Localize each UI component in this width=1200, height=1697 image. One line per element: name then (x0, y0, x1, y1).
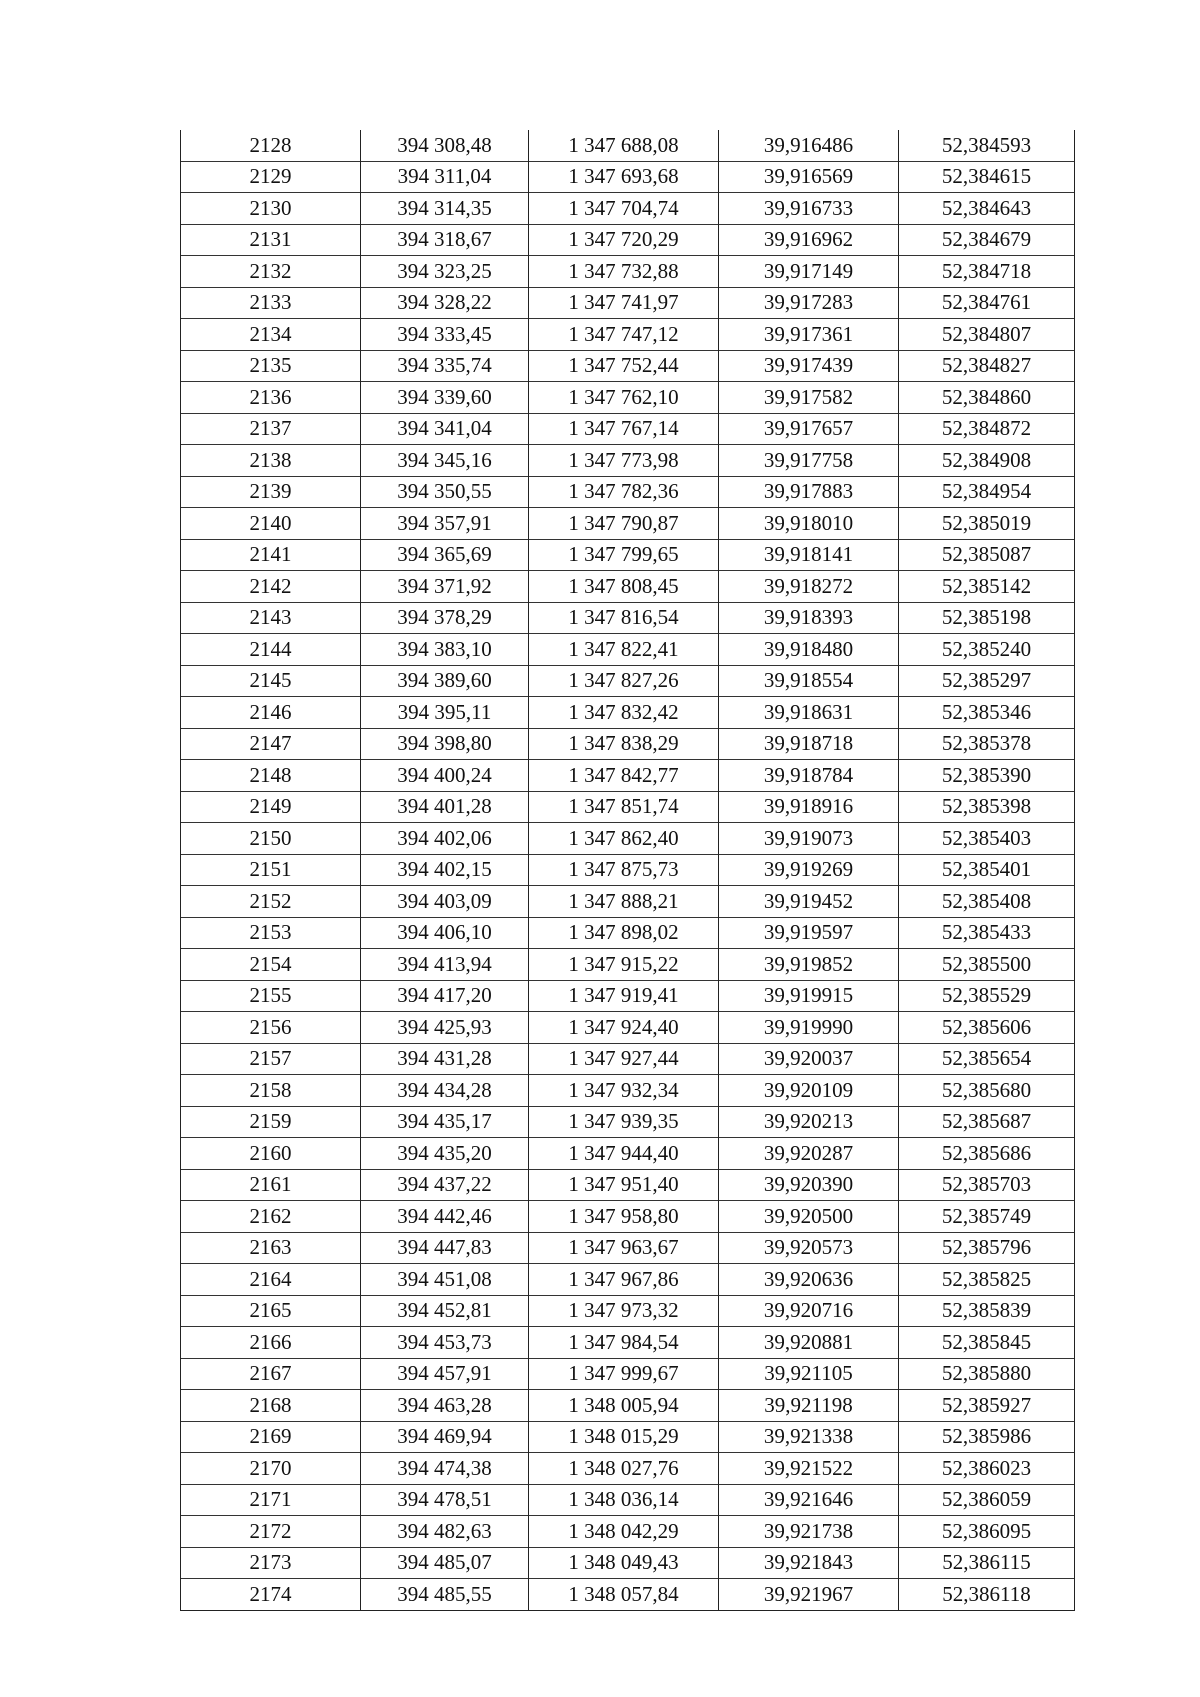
y-coordinate-cell: 1 347 827,26 (529, 665, 719, 697)
latitude-cell: 52,385390 (899, 760, 1075, 792)
point-number-cell: 2159 (181, 1106, 361, 1138)
point-number-cell: 2156 (181, 1012, 361, 1044)
y-coordinate-cell: 1 347 773,98 (529, 445, 719, 477)
latitude-cell: 52,385297 (899, 665, 1075, 697)
y-coordinate-cell: 1 347 927,44 (529, 1043, 719, 1075)
point-number-cell: 2166 (181, 1327, 361, 1359)
x-coordinate-cell: 394 403,09 (361, 886, 529, 918)
longitude-cell: 39,918718 (719, 728, 899, 760)
x-coordinate-cell: 394 469,94 (361, 1421, 529, 1453)
table-row (181, 1421, 1075, 1453)
longitude-cell: 39,918916 (719, 791, 899, 823)
x-coordinate-cell: 394 425,93 (361, 1012, 529, 1044)
table-row (181, 319, 1075, 351)
y-coordinate-cell: 1 347 973,32 (529, 1295, 719, 1327)
x-coordinate-cell: 394 451,08 (361, 1264, 529, 1296)
longitude-cell: 39,916733 (719, 193, 899, 225)
longitude-cell: 39,917149 (719, 256, 899, 288)
table-row (181, 193, 1075, 225)
longitude-cell: 39,918272 (719, 571, 899, 603)
x-coordinate-cell: 394 485,55 (361, 1579, 529, 1611)
x-coordinate-cell: 394 357,91 (361, 508, 529, 540)
y-coordinate-cell: 1 348 049,43 (529, 1547, 719, 1579)
longitude-cell: 39,920213 (719, 1106, 899, 1138)
x-coordinate-cell: 394 474,38 (361, 1453, 529, 1485)
x-coordinate-cell: 394 478,51 (361, 1484, 529, 1516)
point-number-cell: 2135 (181, 350, 361, 382)
table-row (181, 949, 1075, 981)
y-coordinate-cell: 1 347 842,77 (529, 760, 719, 792)
x-coordinate-cell: 394 401,28 (361, 791, 529, 823)
table-row (181, 1138, 1075, 1170)
y-coordinate-cell: 1 347 944,40 (529, 1138, 719, 1170)
latitude-cell: 52,385403 (899, 823, 1075, 855)
point-number-cell: 2174 (181, 1579, 361, 1611)
latitude-cell: 52,385796 (899, 1232, 1075, 1264)
latitude-cell: 52,385398 (899, 791, 1075, 823)
x-coordinate-cell: 394 434,28 (361, 1075, 529, 1107)
latitude-cell: 52,386118 (899, 1579, 1075, 1611)
longitude-cell: 39,920636 (719, 1264, 899, 1296)
table-row (181, 445, 1075, 477)
longitude-cell: 39,920287 (719, 1138, 899, 1170)
table-row (181, 476, 1075, 508)
longitude-cell: 39,919990 (719, 1012, 899, 1044)
point-number-cell: 2129 (181, 161, 361, 193)
x-coordinate-cell: 394 406,10 (361, 917, 529, 949)
x-coordinate-cell: 394 398,80 (361, 728, 529, 760)
y-coordinate-cell: 1 347 932,34 (529, 1075, 719, 1107)
longitude-cell: 39,918784 (719, 760, 899, 792)
point-number-cell: 2142 (181, 571, 361, 603)
longitude-cell: 39,919452 (719, 886, 899, 918)
x-coordinate-cell: 394 378,29 (361, 602, 529, 634)
latitude-cell: 52,385240 (899, 634, 1075, 666)
point-number-cell: 2149 (181, 791, 361, 823)
x-coordinate-cell: 394 485,07 (361, 1547, 529, 1579)
longitude-cell: 39,917361 (719, 319, 899, 351)
point-number-cell: 2164 (181, 1264, 361, 1296)
point-number-cell: 2160 (181, 1138, 361, 1170)
y-coordinate-cell: 1 347 898,02 (529, 917, 719, 949)
longitude-cell: 39,918480 (719, 634, 899, 666)
latitude-cell: 52,385680 (899, 1075, 1075, 1107)
table-row (181, 256, 1075, 288)
point-number-cell: 2168 (181, 1390, 361, 1422)
y-coordinate-cell: 1 347 851,74 (529, 791, 719, 823)
latitude-cell: 52,385087 (899, 539, 1075, 571)
point-number-cell: 2128 (181, 130, 361, 161)
table-row (181, 1547, 1075, 1579)
latitude-cell: 52,385825 (899, 1264, 1075, 1296)
x-coordinate-cell: 394 328,22 (361, 287, 529, 319)
longitude-cell: 39,919852 (719, 949, 899, 981)
longitude-cell: 39,919269 (719, 854, 899, 886)
y-coordinate-cell: 1 347 915,22 (529, 949, 719, 981)
point-number-cell: 2132 (181, 256, 361, 288)
x-coordinate-cell: 394 452,81 (361, 1295, 529, 1327)
longitude-cell: 39,920109 (719, 1075, 899, 1107)
longitude-cell: 39,917439 (719, 350, 899, 382)
point-number-cell: 2150 (181, 823, 361, 855)
longitude-cell: 39,920881 (719, 1327, 899, 1359)
longitude-cell: 39,917657 (719, 413, 899, 445)
y-coordinate-cell: 1 347 693,68 (529, 161, 719, 193)
latitude-cell: 52,384872 (899, 413, 1075, 445)
x-coordinate-cell: 394 402,06 (361, 823, 529, 855)
y-coordinate-cell: 1 347 984,54 (529, 1327, 719, 1359)
x-coordinate-cell: 394 435,17 (361, 1106, 529, 1138)
latitude-cell: 52,385927 (899, 1390, 1075, 1422)
y-coordinate-cell: 1 348 027,76 (529, 1453, 719, 1485)
table-row (181, 760, 1075, 792)
latitude-cell: 52,384615 (899, 161, 1075, 193)
point-number-cell: 2137 (181, 413, 361, 445)
point-number-cell: 2147 (181, 728, 361, 760)
y-coordinate-cell: 1 347 808,45 (529, 571, 719, 603)
latitude-cell: 52,385687 (899, 1106, 1075, 1138)
table-row (181, 1264, 1075, 1296)
longitude-cell: 39,916962 (719, 224, 899, 256)
longitude-cell: 39,917283 (719, 287, 899, 319)
longitude-cell: 39,918141 (719, 539, 899, 571)
longitude-cell: 39,921522 (719, 1453, 899, 1485)
x-coordinate-cell: 394 318,67 (361, 224, 529, 256)
point-number-cell: 2152 (181, 886, 361, 918)
table-row (181, 350, 1075, 382)
latitude-cell: 52,385142 (899, 571, 1075, 603)
latitude-cell: 52,385019 (899, 508, 1075, 540)
y-coordinate-cell: 1 347 688,08 (529, 130, 719, 161)
table-row (181, 1201, 1075, 1233)
table-row (181, 980, 1075, 1012)
y-coordinate-cell: 1 348 036,14 (529, 1484, 719, 1516)
x-coordinate-cell: 394 413,94 (361, 949, 529, 981)
y-coordinate-cell: 1 347 958,80 (529, 1201, 719, 1233)
latitude-cell: 52,385198 (899, 602, 1075, 634)
x-coordinate-cell: 394 400,24 (361, 760, 529, 792)
longitude-cell: 39,920716 (719, 1295, 899, 1327)
table-row (181, 791, 1075, 823)
latitude-cell: 52,384593 (899, 130, 1075, 161)
point-number-cell: 2165 (181, 1295, 361, 1327)
x-coordinate-cell: 394 442,46 (361, 1201, 529, 1233)
table-row (181, 1169, 1075, 1201)
latitude-cell: 52,384807 (899, 319, 1075, 351)
y-coordinate-cell: 1 347 888,21 (529, 886, 719, 918)
point-number-cell: 2163 (181, 1232, 361, 1264)
table-row (181, 854, 1075, 886)
table-row (181, 917, 1075, 949)
x-coordinate-cell: 394 463,28 (361, 1390, 529, 1422)
table-row (181, 665, 1075, 697)
point-number-cell: 2148 (181, 760, 361, 792)
latitude-cell: 52,385686 (899, 1138, 1075, 1170)
latitude-cell: 52,385378 (899, 728, 1075, 760)
latitude-cell: 52,384860 (899, 382, 1075, 414)
table-row (181, 1106, 1075, 1138)
y-coordinate-cell: 1 347 767,14 (529, 413, 719, 445)
x-coordinate-cell: 394 435,20 (361, 1138, 529, 1170)
y-coordinate-cell: 1 347 999,67 (529, 1358, 719, 1390)
table-row (181, 823, 1075, 855)
y-coordinate-cell: 1 347 919,41 (529, 980, 719, 1012)
table-row (181, 287, 1075, 319)
table-row (181, 1358, 1075, 1390)
point-number-cell: 2171 (181, 1484, 361, 1516)
x-coordinate-cell: 394 457,91 (361, 1358, 529, 1390)
table-row (181, 634, 1075, 666)
y-coordinate-cell: 1 347 924,40 (529, 1012, 719, 1044)
latitude-cell: 52,384643 (899, 193, 1075, 225)
latitude-cell: 52,385703 (899, 1169, 1075, 1201)
point-number-cell: 2173 (181, 1547, 361, 1579)
table-row (181, 382, 1075, 414)
x-coordinate-cell: 394 314,35 (361, 193, 529, 225)
latitude-cell: 52,384679 (899, 224, 1075, 256)
x-coordinate-cell: 394 308,48 (361, 130, 529, 161)
longitude-cell: 39,921646 (719, 1484, 899, 1516)
point-number-cell: 2170 (181, 1453, 361, 1485)
x-coordinate-cell: 394 417,20 (361, 980, 529, 1012)
longitude-cell: 39,921967 (719, 1579, 899, 1611)
longitude-cell: 39,921843 (719, 1547, 899, 1579)
longitude-cell: 39,919915 (719, 980, 899, 1012)
y-coordinate-cell: 1 347 875,73 (529, 854, 719, 886)
y-coordinate-cell: 1 347 939,35 (529, 1106, 719, 1138)
y-coordinate-cell: 1 347 963,67 (529, 1232, 719, 1264)
point-number-cell: 2133 (181, 287, 361, 319)
y-coordinate-cell: 1 347 967,86 (529, 1264, 719, 1296)
latitude-cell: 52,385606 (899, 1012, 1075, 1044)
table-row (181, 1327, 1075, 1359)
table-row (181, 130, 1075, 161)
longitude-cell: 39,916486 (719, 130, 899, 161)
y-coordinate-cell: 1 347 747,12 (529, 319, 719, 351)
x-coordinate-cell: 394 350,55 (361, 476, 529, 508)
table-row (181, 697, 1075, 729)
latitude-cell: 52,385346 (899, 697, 1075, 729)
table-row (181, 1232, 1075, 1264)
latitude-cell: 52,385408 (899, 886, 1075, 918)
table-row (181, 571, 1075, 603)
longitude-cell: 39,918010 (719, 508, 899, 540)
x-coordinate-cell: 394 365,69 (361, 539, 529, 571)
y-coordinate-cell: 1 347 741,97 (529, 287, 719, 319)
x-coordinate-cell: 394 371,92 (361, 571, 529, 603)
latitude-cell: 52,384718 (899, 256, 1075, 288)
point-number-cell: 2154 (181, 949, 361, 981)
point-number-cell: 2138 (181, 445, 361, 477)
point-number-cell: 2130 (181, 193, 361, 225)
y-coordinate-cell: 1 347 822,41 (529, 634, 719, 666)
table-row (181, 1295, 1075, 1327)
y-coordinate-cell: 1 347 799,65 (529, 539, 719, 571)
table-row (181, 1484, 1075, 1516)
longitude-cell: 39,918393 (719, 602, 899, 634)
longitude-cell: 39,921338 (719, 1421, 899, 1453)
longitude-cell: 39,919073 (719, 823, 899, 855)
latitude-cell: 52,384908 (899, 445, 1075, 477)
table-row (181, 508, 1075, 540)
longitude-cell: 39,920573 (719, 1232, 899, 1264)
x-coordinate-cell: 394 431,28 (361, 1043, 529, 1075)
x-coordinate-cell: 394 437,22 (361, 1169, 529, 1201)
y-coordinate-cell: 1 347 816,54 (529, 602, 719, 634)
longitude-cell: 39,920390 (719, 1169, 899, 1201)
y-coordinate-cell: 1 347 832,42 (529, 697, 719, 729)
y-coordinate-cell: 1 347 752,44 (529, 350, 719, 382)
longitude-cell: 39,921198 (719, 1390, 899, 1422)
y-coordinate-cell: 1 348 015,29 (529, 1421, 719, 1453)
latitude-cell: 52,384827 (899, 350, 1075, 382)
latitude-cell: 52,384954 (899, 476, 1075, 508)
x-coordinate-cell: 394 482,63 (361, 1516, 529, 1548)
point-number-cell: 2157 (181, 1043, 361, 1075)
y-coordinate-cell: 1 347 951,40 (529, 1169, 719, 1201)
longitude-cell: 39,921105 (719, 1358, 899, 1390)
x-coordinate-cell: 394 323,25 (361, 256, 529, 288)
latitude-cell: 52,385880 (899, 1358, 1075, 1390)
point-number-cell: 2153 (181, 917, 361, 949)
y-coordinate-cell: 1 347 732,88 (529, 256, 719, 288)
longitude-cell: 39,917582 (719, 382, 899, 414)
table-row (181, 886, 1075, 918)
point-number-cell: 2158 (181, 1075, 361, 1107)
latitude-cell: 52,386059 (899, 1484, 1075, 1516)
table-row (181, 1043, 1075, 1075)
point-number-cell: 2144 (181, 634, 361, 666)
x-coordinate-cell: 394 341,04 (361, 413, 529, 445)
longitude-cell: 39,917758 (719, 445, 899, 477)
longitude-cell: 39,918631 (719, 697, 899, 729)
point-number-cell: 2141 (181, 539, 361, 571)
latitude-cell: 52,385845 (899, 1327, 1075, 1359)
point-number-cell: 2146 (181, 697, 361, 729)
y-coordinate-cell: 1 347 838,29 (529, 728, 719, 760)
table-body (181, 130, 1075, 1610)
point-number-cell: 2172 (181, 1516, 361, 1548)
y-coordinate-cell: 1 347 790,87 (529, 508, 719, 540)
table-row (181, 1516, 1075, 1548)
x-coordinate-cell: 394 345,16 (361, 445, 529, 477)
point-number-cell: 2161 (181, 1169, 361, 1201)
table-row (181, 1075, 1075, 1107)
latitude-cell: 52,385986 (899, 1421, 1075, 1453)
point-number-cell: 2162 (181, 1201, 361, 1233)
longitude-cell: 39,918554 (719, 665, 899, 697)
longitude-cell: 39,921738 (719, 1516, 899, 1548)
table-row (181, 1012, 1075, 1044)
point-number-cell: 2143 (181, 602, 361, 634)
point-number-cell: 2167 (181, 1358, 361, 1390)
point-number-cell: 2134 (181, 319, 361, 351)
table-row (181, 602, 1075, 634)
table-row (181, 539, 1075, 571)
latitude-cell: 52,385401 (899, 854, 1075, 886)
latitude-cell: 52,385433 (899, 917, 1075, 949)
longitude-cell: 39,916569 (719, 161, 899, 193)
latitude-cell: 52,384761 (899, 287, 1075, 319)
x-coordinate-cell: 394 447,83 (361, 1232, 529, 1264)
y-coordinate-cell: 1 347 704,74 (529, 193, 719, 225)
point-number-cell: 2169 (181, 1421, 361, 1453)
table-row (181, 161, 1075, 193)
longitude-cell: 39,919597 (719, 917, 899, 949)
x-coordinate-cell: 394 395,11 (361, 697, 529, 729)
x-coordinate-cell: 394 383,10 (361, 634, 529, 666)
y-coordinate-cell: 1 348 005,94 (529, 1390, 719, 1422)
longitude-cell: 39,917883 (719, 476, 899, 508)
longitude-cell: 39,920500 (719, 1201, 899, 1233)
x-coordinate-cell: 394 311,04 (361, 161, 529, 193)
latitude-cell: 52,385654 (899, 1043, 1075, 1075)
table-row (181, 1579, 1075, 1611)
table-row (181, 728, 1075, 760)
x-coordinate-cell: 394 339,60 (361, 382, 529, 414)
latitude-cell: 52,386115 (899, 1547, 1075, 1579)
latitude-cell: 52,386095 (899, 1516, 1075, 1548)
latitude-cell: 52,386023 (899, 1453, 1075, 1485)
longitude-cell: 39,920037 (719, 1043, 899, 1075)
point-number-cell: 2145 (181, 665, 361, 697)
table-row (181, 413, 1075, 445)
x-coordinate-cell: 394 335,74 (361, 350, 529, 382)
y-coordinate-cell: 1 347 720,29 (529, 224, 719, 256)
latitude-cell: 52,385500 (899, 949, 1075, 981)
y-coordinate-cell: 1 347 782,36 (529, 476, 719, 508)
point-number-cell: 2151 (181, 854, 361, 886)
table-row (181, 224, 1075, 256)
table-row (181, 1453, 1075, 1485)
x-coordinate-cell: 394 389,60 (361, 665, 529, 697)
latitude-cell: 52,385529 (899, 980, 1075, 1012)
y-coordinate-cell: 1 347 862,40 (529, 823, 719, 855)
point-number-cell: 2155 (181, 980, 361, 1012)
x-coordinate-cell: 394 453,73 (361, 1327, 529, 1359)
y-coordinate-cell: 1 348 042,29 (529, 1516, 719, 1548)
latitude-cell: 52,385749 (899, 1201, 1075, 1233)
table-row (181, 1390, 1075, 1422)
coordinates-table (180, 130, 1075, 1611)
point-number-cell: 2140 (181, 508, 361, 540)
y-coordinate-cell: 1 348 057,84 (529, 1579, 719, 1611)
x-coordinate-cell: 394 333,45 (361, 319, 529, 351)
point-number-cell: 2131 (181, 224, 361, 256)
latitude-cell: 52,385839 (899, 1295, 1075, 1327)
point-number-cell: 2136 (181, 382, 361, 414)
x-coordinate-cell: 394 402,15 (361, 854, 529, 886)
point-number-cell: 2139 (181, 476, 361, 508)
y-coordinate-cell: 1 347 762,10 (529, 382, 719, 414)
